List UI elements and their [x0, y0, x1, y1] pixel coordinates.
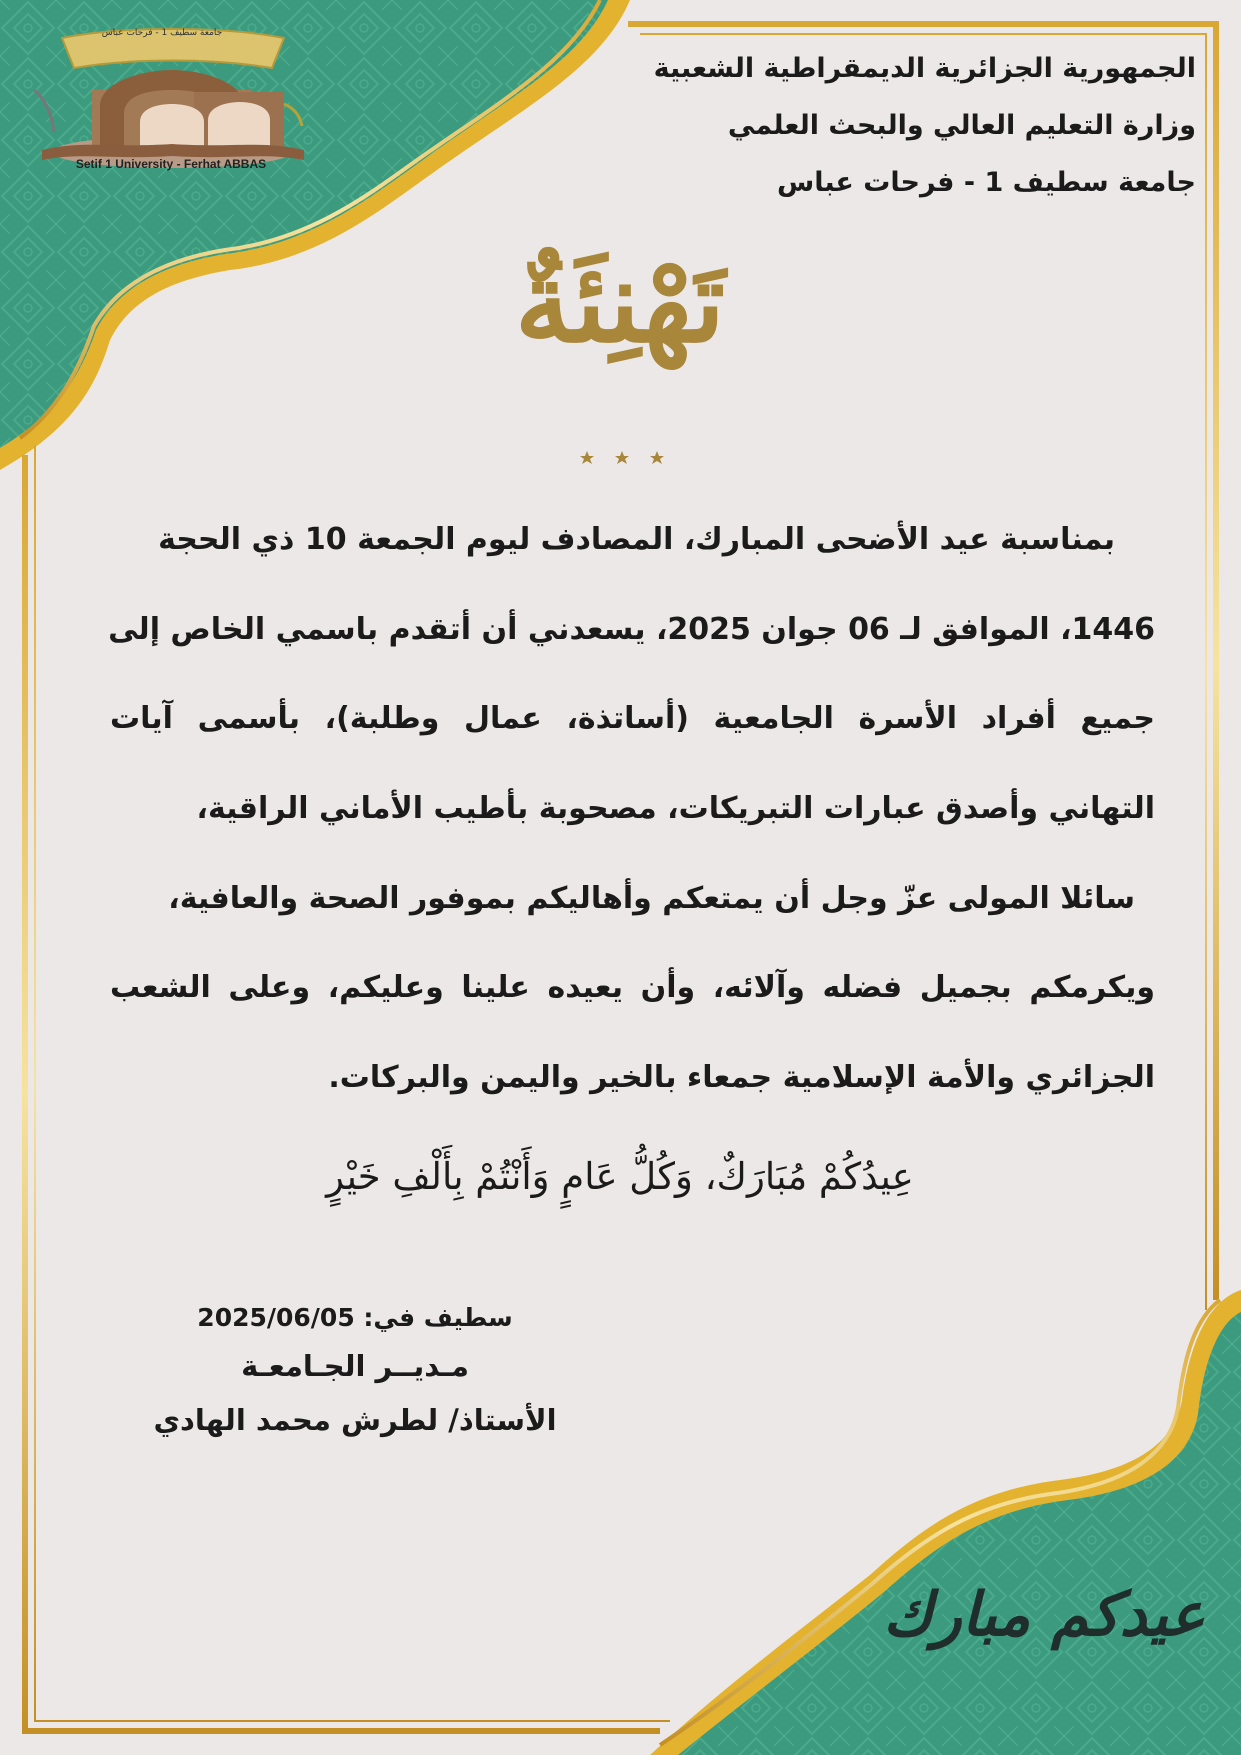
message-line: جميع أفراد الأسرة الجامعية (أساتذة، عمال وطلبة)، بأسمى آيات: [110, 701, 1155, 737]
star-icon: [615, 451, 629, 464]
signature-role: مـديــر الجـامعـة: [241, 1349, 469, 1383]
message-line: 1446، الموافق لـ 06 جوان 2025، يسعدني أن أتقدم باسمي الخاص إلى: [108, 611, 1155, 647]
institution-header: [576, 40, 1196, 211]
ornamental-divider: [372, 446, 872, 468]
header-ministry: وزارة التعليم العالي والبحث العلمي: [727, 110, 1196, 141]
header-republic: الجمهورية الجزائرية الديمقراطية الشعبية: [653, 53, 1196, 84]
message-line: الجزائري والأمة الإسلامية جمعاء بالخير واليمن والبركات.: [328, 1060, 1155, 1096]
page-title: تَهْنِئَةٌ: [514, 237, 726, 368]
signature-name: الأستاذ/ لطرش محمد الهادي: [153, 1403, 557, 1437]
header-university: جامعة سطيف 1 - فرحات عباس: [776, 167, 1196, 198]
bottom-right-corner: [650, 1290, 1241, 1755]
message-line: التهاني وأصدق عبارات التبريكات، مصحوبة بأطيب الأماني الراقية،: [196, 791, 1155, 827]
message-line: سائلا المولى عزّ وجل أن يمتعكم وأهاليكم بموفور الصحة والعافية،: [168, 880, 1135, 916]
message-line: بمناسبة عيد الأضحى المبارك، المصادف ليوم الجمعة 10 ذي الحجة: [158, 522, 1115, 557]
congratulation-message: [110, 505, 1155, 1133]
signature-block: [120, 1298, 590, 1446]
logo-arabic-text: جامعة سطيف 1 - فرحات عباس: [101, 28, 223, 38]
star-icon: [580, 451, 594, 464]
star-icon: [650, 451, 664, 464]
message-line: ويكرمكم بجميل فضله وآلائه، وأن يعيده علينا وعليكم، وعلى الشعب: [110, 970, 1155, 1006]
logo-caption: Setif 1 University - Ferhat ABBAS: [75, 157, 267, 171]
university-logo: [22, 20, 322, 180]
eid-mubarak-calligraphy: عيدكم مبارك: [883, 1580, 1205, 1650]
signature-date: سطيف في: 2025/06/05: [197, 1303, 513, 1332]
eid-greeting: عِيدُكُمْ مُبَارَكٌ، وَكُلُّ عَامٍ وَأَنْتُمْ بِأَلْفِ خَيْرٍ: [326, 1155, 914, 1198]
